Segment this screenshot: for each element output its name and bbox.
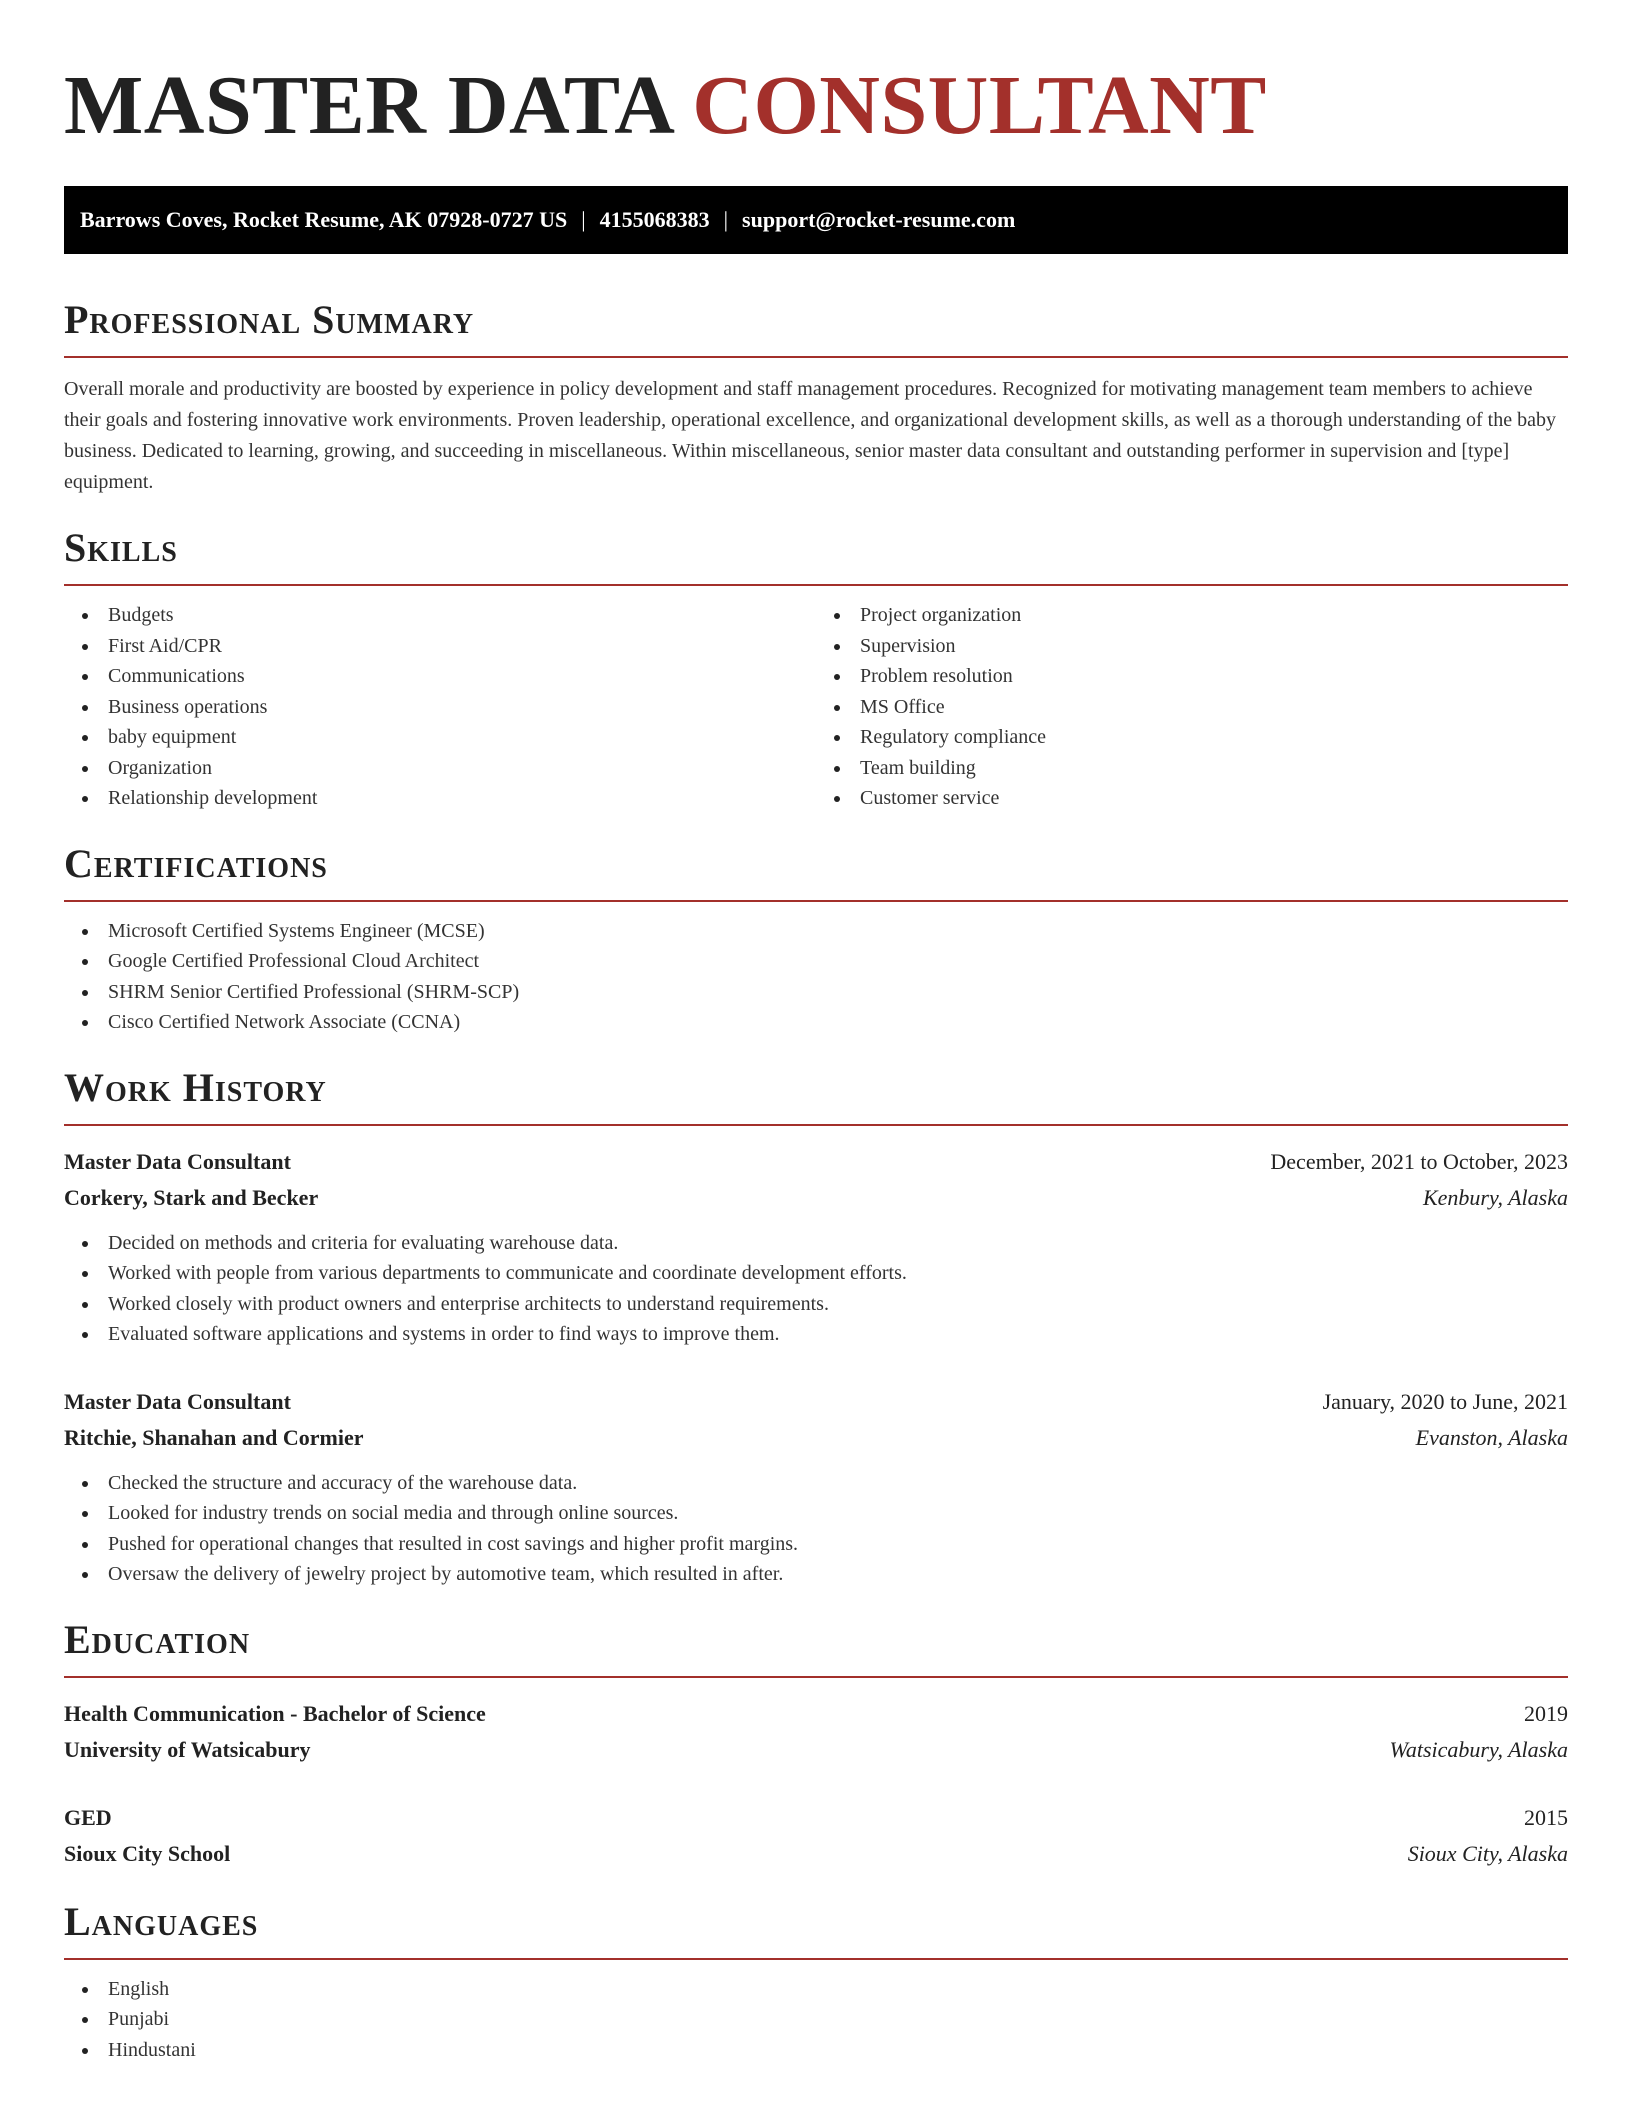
- job-title: Master Data Consultant: [64, 1388, 291, 1414]
- education-degree-row: [64, 1800, 1568, 1836]
- job-dates: December, 2021 to October, 2023: [1270, 1148, 1568, 1174]
- summary-text: Overall morale and productivity are boosted by experience in policy development and staff management procedures. Recognized for motivating management team members to achieve their goals and fostering innovative work environments. Proven leadership, operational excellence, and organizational development skills, as well as a thorough understanding of the baby business. Dedicated to learning, growing, and succeeding in miscellaneous. Within miscellaneous, senior master data consultant and outstanding performer in supervision and [type] equipment.: [64, 378, 1556, 493]
- job-duties-list: [64, 1468, 1568, 1590]
- education-entry: [64, 1696, 1568, 1768]
- education-location: Sioux City, Alaska: [1407, 1840, 1568, 1866]
- skill-item: baby equipment: [64, 722, 816, 753]
- job-duty: Worked with people from various departments to communicate and coordinate development efforts.: [64, 1258, 1568, 1289]
- certifications-section: [64, 840, 1568, 1038]
- skills-list-left: [64, 600, 816, 814]
- skill-item: MS Office: [816, 692, 1568, 723]
- skill-item: Communications: [64, 661, 816, 692]
- job-duty: Oversaw the delivery of jewelry project by automotive team, which resulted in after.: [64, 1559, 1568, 1590]
- job-title-row: [64, 1384, 1568, 1420]
- education-degree: Health Communication - Bachelor of Science: [64, 1700, 486, 1726]
- education-year: 2015: [1524, 1804, 1568, 1830]
- languages-list: [64, 1974, 1568, 2066]
- languages-section: [64, 1898, 1568, 2066]
- contact-phone: 4155068383: [599, 207, 710, 232]
- education-year: 2019: [1524, 1700, 1568, 1726]
- education-school: University of Watsicabury: [64, 1736, 311, 1762]
- skill-item: Relationship development: [64, 783, 816, 814]
- skills-section: [64, 525, 1568, 814]
- section-heading: Skills: [64, 528, 1568, 586]
- certification-item: SHRM Senior Certified Professional (SHRM-SCP): [64, 977, 1568, 1008]
- work-history-section: [64, 1064, 1568, 1590]
- certification-item: Microsoft Certified Systems Engineer (MCSE): [64, 916, 1568, 947]
- skill-item: Organization: [64, 753, 816, 784]
- certification-item: Google Certified Professional Cloud Architect: [64, 946, 1568, 977]
- job-duty: Checked the structure and accuracy of the warehouse data.: [64, 1468, 1568, 1499]
- job-location: Kenbury, Alaska: [1422, 1184, 1568, 1210]
- title-primary: MASTER DATA: [64, 59, 671, 152]
- skill-item: Supervision: [816, 631, 1568, 662]
- section-heading: Certifications: [64, 844, 1568, 902]
- education-degree: GED: [64, 1804, 112, 1830]
- skill-item: Customer service: [816, 783, 1568, 814]
- skill-item: First Aid/CPR: [64, 631, 816, 662]
- skill-item: Regulatory compliance: [816, 722, 1568, 753]
- job-title-row: [64, 1144, 1568, 1180]
- language-item: Punjabi: [64, 2004, 1568, 2035]
- job-duty: Decided on methods and criteria for evaluating warehouse data.: [64, 1228, 1568, 1259]
- job-dates: January, 2020 to June, 2021: [1322, 1388, 1568, 1414]
- resume-title: [64, 59, 1568, 152]
- section-heading: Languages: [64, 1902, 1568, 1960]
- job-company: Ritchie, Shanahan and Cormier: [64, 1424, 364, 1450]
- job-location: Evanston, Alaska: [1415, 1424, 1568, 1450]
- education-section: [64, 1616, 1568, 1872]
- section-heading: Professional Summary: [64, 300, 1568, 358]
- education-school: Sioux City School: [64, 1840, 231, 1866]
- section-heading: Education: [64, 1620, 1568, 1678]
- job-title: Master Data Consultant: [64, 1148, 291, 1174]
- language-item: English: [64, 1974, 1568, 2005]
- title-accent: CONSULTANT: [692, 59, 1267, 152]
- education-school-row: [64, 1732, 1568, 1768]
- skill-item: Budgets: [64, 600, 816, 631]
- job-duty: Worked closely with product owners and enterprise architects to understand requirements.: [64, 1289, 1568, 1320]
- job-duty: Evaluated software applications and systems in order to find ways to improve them.: [64, 1319, 1568, 1350]
- skill-item: Business operations: [64, 692, 816, 723]
- education-location: Watsicabury, Alaska: [1389, 1736, 1568, 1762]
- job-entry: [64, 1144, 1568, 1350]
- skill-item: Project organization: [816, 600, 1568, 631]
- certifications-list: [64, 916, 1568, 1038]
- job-company-row: [64, 1180, 1568, 1216]
- contact-separator: |: [723, 207, 729, 232]
- contact-address: Barrows Coves, Rocket Resume, AK 07928-0727 US: [80, 207, 568, 232]
- job-company: Corkery, Stark and Becker: [64, 1184, 319, 1210]
- job-duty: Looked for industry trends on social media and through online sources.: [64, 1498, 1568, 1529]
- contact-bar: [64, 186, 1568, 254]
- skills-list-right: [816, 600, 1568, 814]
- section-heading: Work History: [64, 1068, 1568, 1126]
- job-duties-list: [64, 1228, 1568, 1350]
- education-degree-row: [64, 1696, 1568, 1732]
- certification-item: Cisco Certified Network Associate (CCNA): [64, 1007, 1568, 1038]
- education-school-row: [64, 1836, 1568, 1872]
- contact-email: support@rocket-resume.com: [742, 207, 1016, 232]
- summary-section: [64, 297, 1568, 498]
- job-company-row: [64, 1420, 1568, 1456]
- job-duty: Pushed for operational changes that resulted in cost savings and higher profit margins.: [64, 1529, 1568, 1560]
- skills-grid: [64, 600, 1568, 814]
- education-entry: [64, 1800, 1568, 1872]
- skill-item: Team building: [816, 753, 1568, 784]
- contact-separator: |: [581, 207, 586, 232]
- language-item: Hindustani: [64, 2035, 1568, 2066]
- job-entry: [64, 1384, 1568, 1590]
- skill-item: Problem resolution: [816, 661, 1568, 692]
